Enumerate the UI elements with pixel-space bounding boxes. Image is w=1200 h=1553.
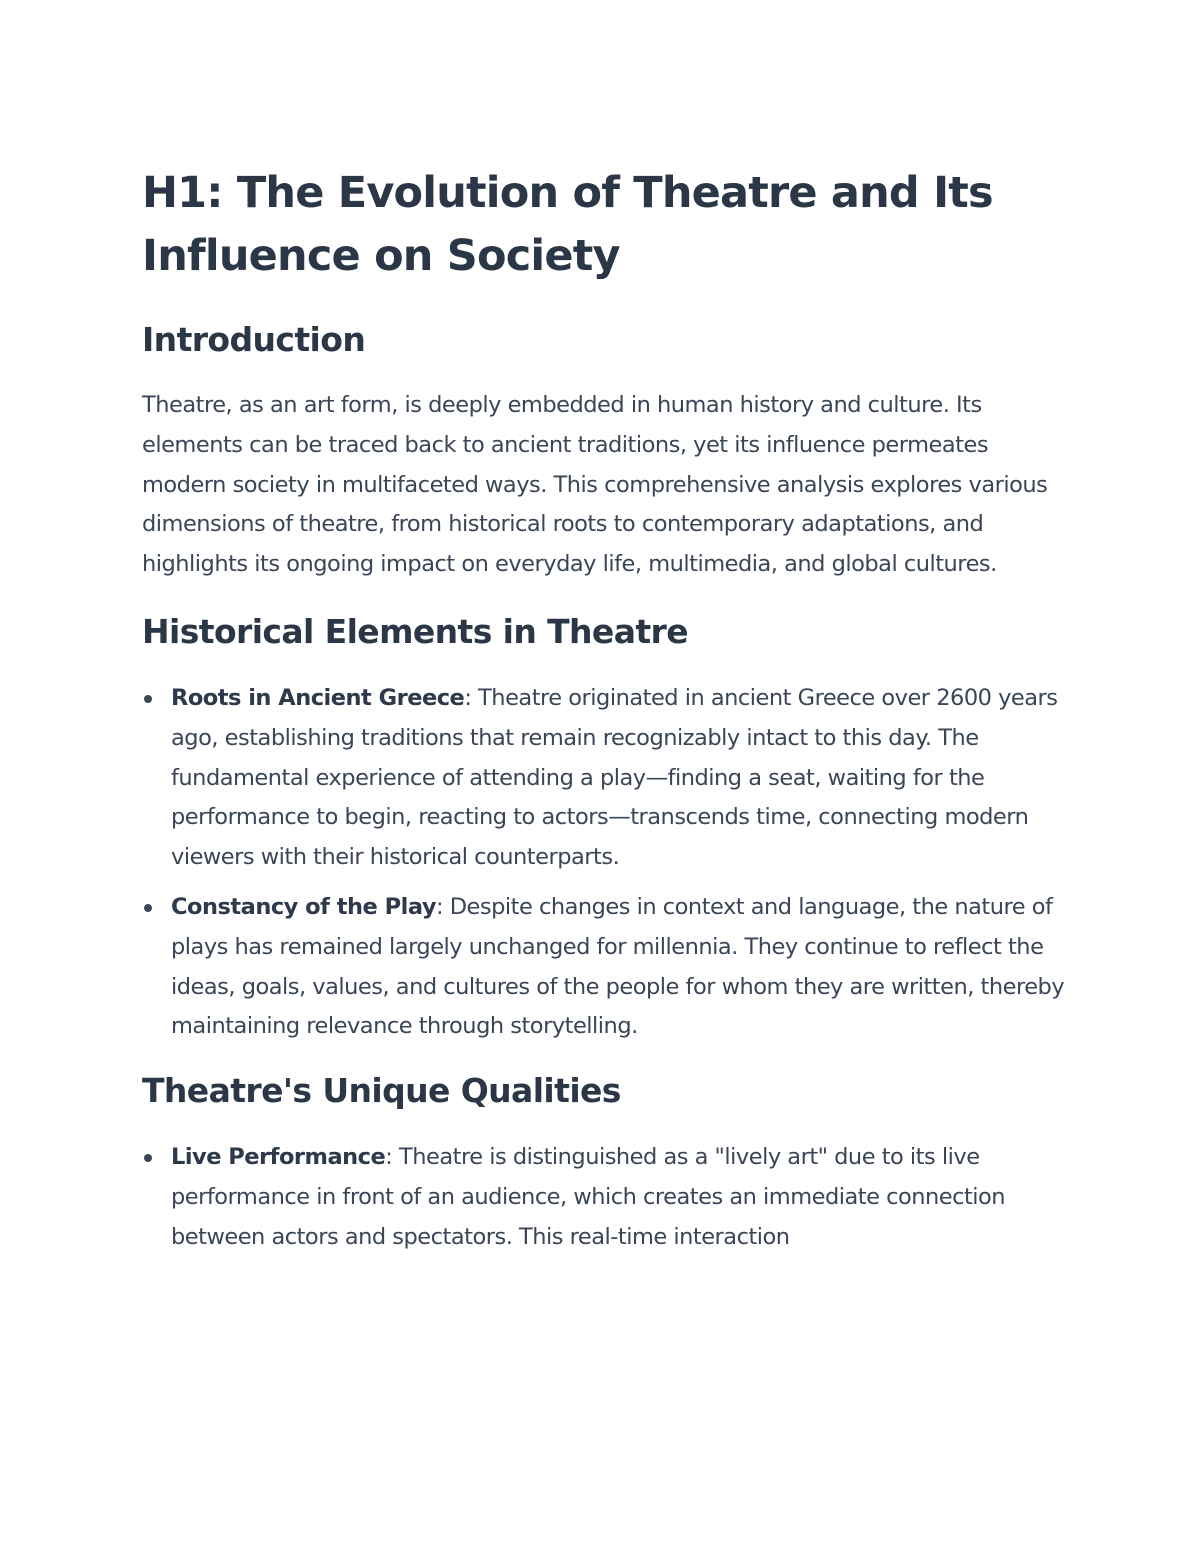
historical-elements-heading: Historical Elements in Theatre — [142, 611, 689, 651]
historical-elements-list — [142, 679, 1072, 1047]
list-item-term: Roots in Ancient Greece — [171, 684, 465, 711]
list-item — [142, 679, 1072, 878]
list-item-text: : Despite changes in context and language, the nature of plays has remained largely unchanged for millennia. They continue to reflect the ideas, goals, values, and cultures of the people for whom they are written, thereby maintaining relevance through storytelling. — [171, 893, 1065, 1040]
document-title: H1: The Evolution of Theatre and Its Influence on Society — [142, 168, 993, 281]
bullet-icon — [144, 1154, 152, 1162]
introduction-paragraph: Theatre, as an art form, is deeply embedded in human history and culture. Its elements can be traced back to ancient traditions, yet its influence permeates modern society in multifaceted ways. This comprehensive analysis explores various dimensions of theatre, from historical roots to contemporary adaptations, and highlights its ongoing impact on everyday life, multimedia, and global cultures. — [142, 392, 1048, 578]
unique-qualities-list — [142, 1138, 1072, 1257]
list-item-term: Constancy of the Play — [171, 893, 436, 920]
introduction-heading: Introduction — [142, 320, 366, 359]
document-page — [142, 162, 1072, 1268]
list-item — [142, 1138, 1072, 1257]
unique-qualities-heading: Theatre's Unique Qualities — [142, 1071, 621, 1111]
list-item-term: Live Performance — [171, 1144, 386, 1171]
bullet-icon — [144, 695, 152, 703]
bullet-icon — [144, 904, 152, 912]
list-item-text: : Theatre is distinguished as a "lively art" due to its live performance in front of an audience, which creates an immediate connection between actors and spectators. This real-time interaction — [171, 1144, 1006, 1250]
list-item-text: : Theatre originated in ancient Greece over 2600 years ago, establishing traditions that remain recognizably intact to this day. The fundamental experience of attending a play—finding a seat, waiting for the performance to begin, reacting to actors—transcends time, connecting modern viewers with their historical counterparts. — [171, 684, 1058, 871]
list-item — [142, 888, 1072, 1047]
